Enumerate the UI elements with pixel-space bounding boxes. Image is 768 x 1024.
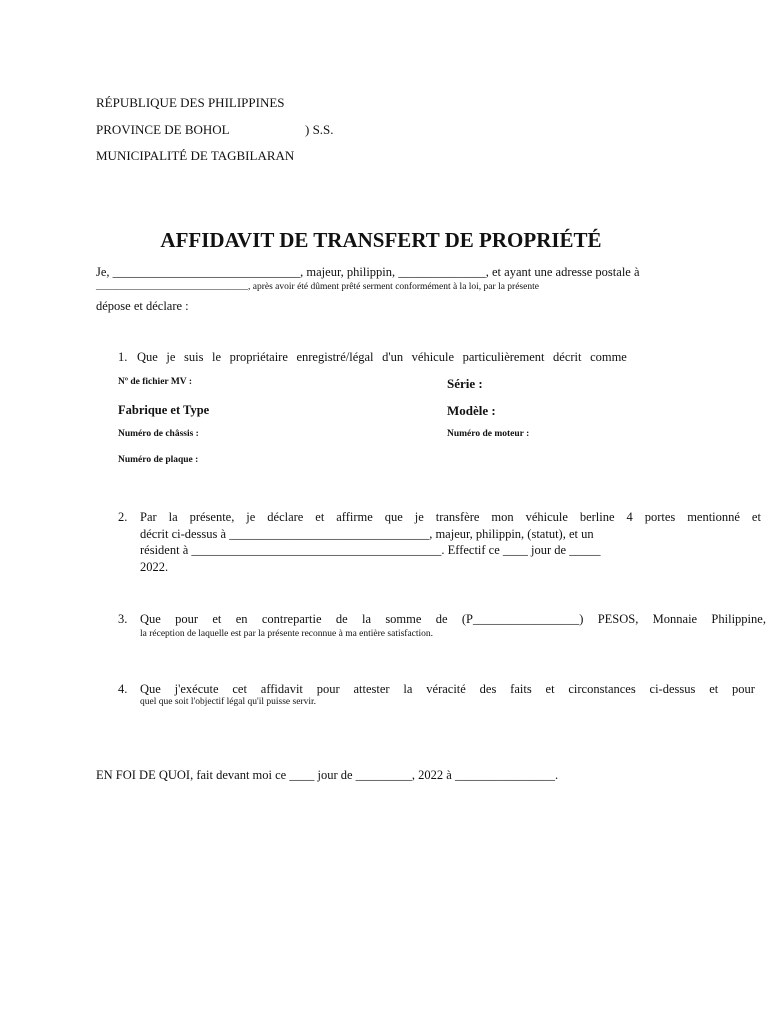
justified-word: cet	[232, 682, 247, 696]
intro-line-2: ________________________________, après avoir été dûment prêté serment conformément à la loi, par la présente	[96, 282, 539, 292]
item-2-line-3: résident à ________________________________________. Effectif ce ____ jour de _____	[140, 543, 601, 557]
justified-word: la	[361, 612, 371, 626]
item-4-number: 4.	[118, 682, 128, 696]
justified-word: Par	[140, 510, 157, 524]
justified-word: de	[335, 612, 348, 626]
justified-word: circonstances	[568, 682, 636, 696]
intro-line-1: Je, ______________________________, majeur, philippin, ______________, et ayant une adresse postale à	[96, 265, 640, 279]
item-2-text	[140, 510, 761, 524]
justified-word: la	[168, 510, 178, 524]
justified-word: (P_________________)	[461, 612, 584, 626]
justified-word: que	[384, 510, 403, 524]
justified-word: et	[315, 510, 325, 524]
justified-word: affidavit	[260, 682, 303, 696]
justified-word: en	[235, 612, 248, 626]
justified-word: Que	[137, 350, 158, 364]
justified-word: propriétaire	[229, 350, 288, 364]
justified-word: véhicule	[525, 510, 568, 524]
justified-word: suis	[183, 350, 204, 364]
justified-word: attester	[353, 682, 390, 696]
justified-word: je	[414, 510, 424, 524]
justified-word: véracité	[426, 682, 466, 696]
justified-word: véhicule	[411, 350, 454, 364]
justified-word: des	[479, 682, 497, 696]
justified-word: la	[403, 682, 413, 696]
header-province: PROVINCE DE BOHOL	[96, 122, 230, 137]
model-label: Modèle :	[447, 403, 496, 418]
justified-word: déclare	[267, 510, 304, 524]
item-3-line-2: la réception de laquelle est par la présente reconnue à ma entière satisfaction.	[140, 629, 434, 639]
justified-word: Que	[140, 682, 161, 696]
justified-word: contrepartie	[261, 612, 322, 626]
justified-word: et	[709, 682, 719, 696]
justified-word: enregistré/légal	[296, 350, 374, 364]
justified-word: mon	[491, 510, 514, 524]
justified-word: pour	[732, 682, 755, 696]
item-2-line-4: 2022.	[140, 560, 169, 574]
justified-word: affirme	[336, 510, 373, 524]
justified-word: j'exécute	[174, 682, 219, 696]
justified-word: somme	[385, 612, 422, 626]
item-4-text	[140, 682, 755, 696]
justified-word: d'un	[382, 350, 404, 364]
justified-word: et	[212, 612, 222, 626]
justified-word: Monnaie	[652, 612, 698, 626]
mv-file-label: Nº de fichier MV :	[118, 377, 193, 387]
justified-word: et	[751, 510, 761, 524]
closing-line: EN FOI DE QUOI, fait devant moi ce ____ jour de _________, 2022 à ________________.	[96, 768, 559, 782]
item-3-number: 3.	[118, 612, 128, 626]
justified-word: comme	[590, 350, 627, 364]
justified-word: ci-dessus	[649, 682, 696, 696]
item-1-text	[137, 350, 627, 364]
intro-line-3: dépose et déclare :	[96, 299, 189, 313]
justified-word: mentionné	[687, 510, 740, 524]
plate-label: Numéro de plaque :	[118, 455, 199, 465]
justified-word: particulièrement	[462, 350, 545, 364]
justified-word: PESOS,	[597, 612, 639, 626]
justified-word: portes	[644, 510, 676, 524]
document-title: AFFIDAVIT DE TRANSFERT DE PROPRIÉTÉ	[160, 228, 602, 252]
justified-word: pour	[175, 612, 199, 626]
justified-word: le	[212, 350, 222, 364]
justified-word: berline	[579, 510, 615, 524]
justified-word: de	[435, 612, 448, 626]
header-ss: ) S.S.	[305, 122, 334, 137]
item-2-number: 2.	[118, 510, 128, 524]
justified-word: et	[545, 682, 555, 696]
engine-label: Numéro de moteur :	[447, 429, 530, 439]
chassis-label: Numéro de châssis :	[118, 429, 199, 439]
justified-word: décrit	[553, 350, 582, 364]
serie-label: Série :	[447, 376, 483, 391]
justified-word: je	[246, 510, 256, 524]
make-type-label: Fabrique et Type	[118, 403, 210, 417]
justified-word: pour	[316, 682, 340, 696]
justified-word: présente,	[189, 510, 235, 524]
item-2-line-2: décrit ci-dessus à ________________________________, majeur, philippin, (statut), et un	[140, 527, 594, 541]
justified-word: je	[166, 350, 176, 364]
item-4-line-2: quel que soit l'objectif légal qu'il puisse servir.	[140, 697, 316, 707]
header-municipality: MUNICIPALITÉ DE TAGBILARAN	[96, 148, 295, 163]
item-3-text	[140, 612, 766, 626]
header-republic: RÉPUBLIQUE DES PHILIPPINES	[96, 95, 285, 110]
justified-word: Philippine,	[711, 612, 766, 626]
item-1-number: 1.	[118, 350, 128, 364]
justified-word: 4	[626, 510, 633, 524]
justified-word: faits	[510, 682, 532, 696]
justified-word: Que	[140, 612, 161, 626]
justified-word: transfère	[435, 510, 480, 524]
